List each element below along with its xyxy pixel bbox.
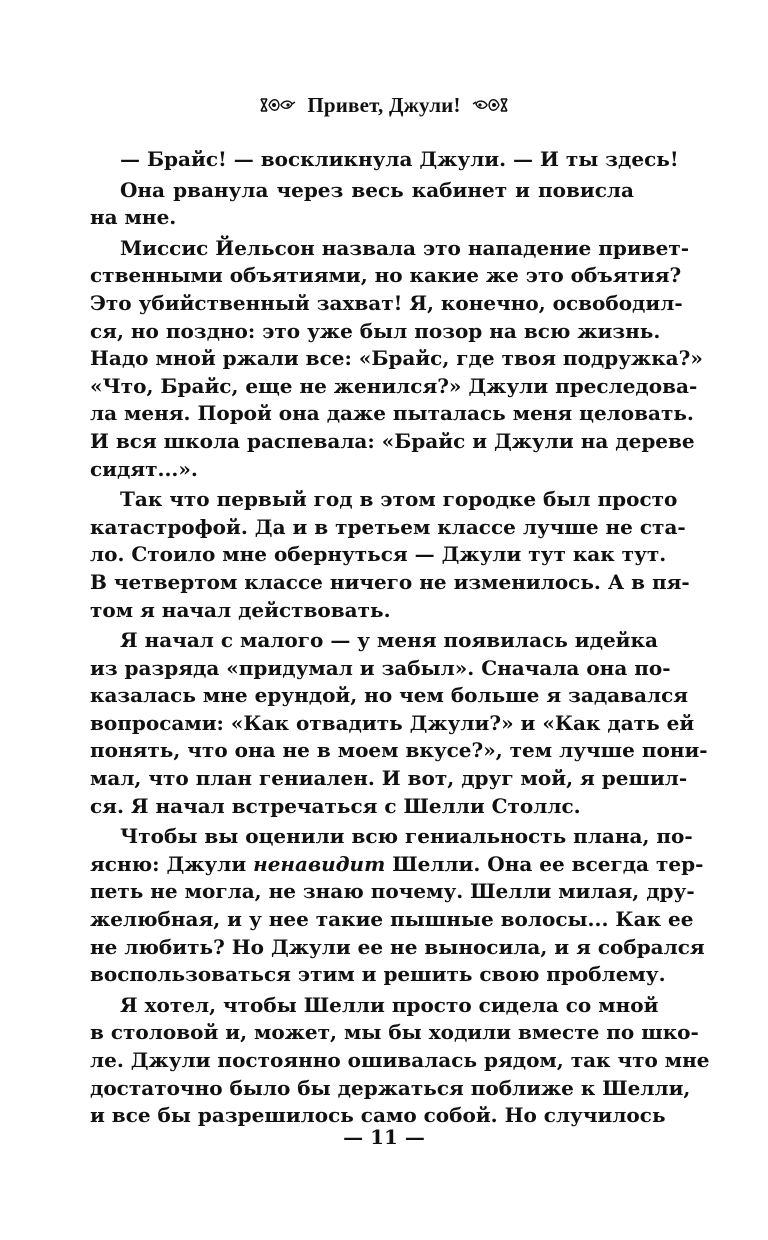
paragraph (90, 486, 690, 624)
paragraph (90, 627, 708, 820)
text-line: ственными объятиями, но какие же это объятия? (90, 263, 682, 288)
text-line: Она рванула через весь кабинет и повисла (120, 177, 634, 202)
text-line: Надо мной ржали все: «Брайс, где твоя подружка?» (90, 346, 703, 371)
text-line: В четвертом классе ничего не изменилось. А в пя- (90, 569, 690, 594)
text-line: ло. Стоило мне обернуться — Джули тут как тут. (90, 542, 667, 567)
header-title: Привет, Джули! (307, 92, 461, 117)
text-line: на мне. (90, 205, 177, 230)
text-line: воспользоваться этим и решить свою проблему. (90, 962, 666, 987)
text-line: том я начал действовать. (90, 597, 391, 622)
text-line: казалась мне ерундой, но чем больше я задавался (90, 683, 689, 708)
body-text (90, 146, 710, 1133)
text-line: мал, что план гениален. И вот, друг мой, я решил- (90, 766, 688, 791)
text-line: Чтобы вы оценили всю гениальность плана, по- (120, 824, 693, 849)
text-line: ся. Я начал встречаться с Шелли Столлс. (90, 793, 581, 818)
text-line: из разряда «придумал и забыл». Сначала она по- (90, 655, 671, 680)
text-line: не любить? Но Джули ее не выносила, и я собрался (90, 934, 705, 959)
text-line: Так что первый год в этом городке был просто (120, 487, 678, 512)
text-line: ся, но поздно: это уже был позор на всю жизнь. (90, 318, 661, 343)
text-line: сидят...». (90, 456, 198, 481)
emphasized-word: ненавидит (253, 851, 386, 876)
text-line: Миссис Йельсон назвала это нападение привет- (120, 235, 690, 260)
text-line: Я начал с малого — у меня появилась идейка (120, 628, 658, 653)
text-line: понять, что она не в моем вкусе?», тем лучше пони- (90, 738, 708, 763)
text-line: в столовой и, может, мы бы ходили вместе по шко- (90, 1020, 699, 1045)
paragraph (90, 177, 634, 232)
text-line: петь не могла, не знаю почему. Шелли милая, дру- (90, 879, 695, 904)
page-number: — 11 — (343, 1125, 425, 1149)
text-line: — Брайс! — воскликнула Джули. — И ты здесь! (120, 147, 679, 171)
text-line: ла меня. Порой она даже пыталась меня целовать. (90, 401, 694, 426)
paragraph (90, 823, 705, 989)
text-line: катастрофой. Да и в третьем классе лучше не ста- (90, 514, 686, 539)
paragraph (90, 992, 710, 1130)
text-line: Я хотел, чтобы Шелли просто сидела со мной (120, 992, 659, 1017)
running-header (0, 90, 768, 120)
ornament-left-icon (259, 94, 297, 116)
text-line: ле. Джули постоянно ошивалась рядом, так что мне (90, 1048, 710, 1072)
paragraph (90, 146, 679, 174)
text-line: И вся школа распевала: «Брайс и Джули на дереве (90, 428, 695, 453)
paragraph (90, 235, 703, 483)
text-line: Это убийственный захват! Я, конечно, освободил- (90, 290, 683, 315)
text-line-with-emphasis: ясню: Джули ненавидит Шелли. Она ее всегда тер- (90, 851, 704, 876)
text-line: «Что, Брайс, еще не женился?» Джули преследова- (90, 373, 698, 398)
ornament-right-icon (471, 94, 509, 116)
text-line: вопросами: «Как отвадить Джули?» и «Как дать ей (90, 710, 695, 735)
text-line: и все бы разрешилось само собой. Но случилось (90, 1103, 666, 1128)
text-line: желюбная, и у нее такие пышные волосы... Как ее (90, 907, 694, 932)
text-line: достаточно было бы держаться поближе к Шелли, (90, 1075, 691, 1100)
